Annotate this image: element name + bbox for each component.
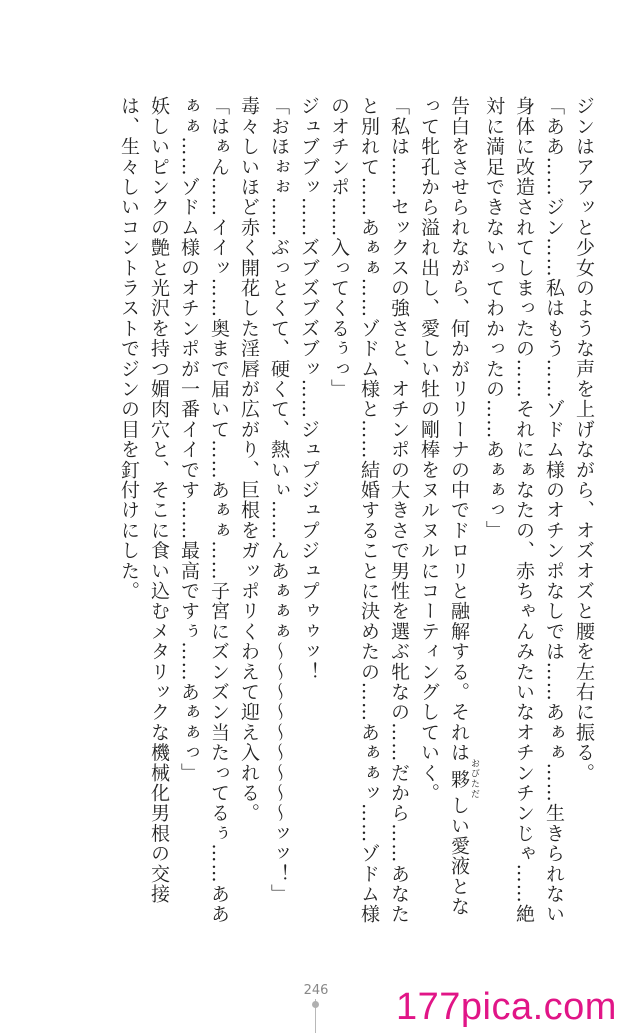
paragraph-9: 妖しいピンクの艶と光沢を持つ媚肉穴と、そこに食い込むメタリックな機械化男根の交接は、生々しいコントラストでジンの目を釘付けにした。 bbox=[118, 96, 170, 904]
paragraph-1: ジンはアアッと少女のような声を上げながら、オズオズと腰を左右に振る。 bbox=[573, 96, 595, 783]
paragraph-8: 「はぁん……イイッ……奥まで届いて……あぁぁ……子宮にズンズン当たってるぅ……ああぁぁ……ゾドム様のオチンポが一番イイです……最高ですぅ……あぁぁっ」 bbox=[178, 96, 230, 925]
furigana-ruby: 夥 おびただ bbox=[448, 758, 479, 800]
page-marker-line bbox=[315, 999, 316, 1033]
vertical-text-body bbox=[31, 96, 599, 926]
paragraph-5: ジュブブッ……ズブズブズブッ……ジュプジュプジュプゥゥッ！ bbox=[298, 96, 320, 682]
furigana-reading: おびただ bbox=[469, 758, 479, 800]
paragraph-7: 毒々しいほど赤く開花した淫唇が広がり、巨根をガッポリくわえて迎え入れる。 bbox=[238, 96, 260, 824]
watermark: 177pica.com bbox=[396, 986, 617, 1028]
page-number: 246 bbox=[303, 983, 329, 998]
paragraph-2: 「ああ……ジン……私はもう……ゾドム様のオチンポなしでは……あぁぁ……生きられない身体に改造されてしまったの……それにぁなたの、赤ちゃんみたいなオチンチンじゃ……絶対に満足できないってわかったの……あぁぁっ」 bbox=[483, 96, 565, 925]
paragraph-4: 「私は……セックスの強さと、オチンポの大きさで男性を選ぶ牝なの……だから……あなたと別れて……あぁぁ……ゾドム様と……結婚することに決めたの……あぁぁッ……ゾドム様のオチンポ……入ってくるぅっ」 bbox=[328, 96, 410, 925]
paragraph-3: 告白をさせられながら、何かがリリーナの中でドロリと融解する。それは夥 おびただしい愛液となって牝孔から溢れ出し、愛しい牡の剛棒をヌルヌルにコーティングしていく。 bbox=[418, 96, 479, 917]
paragraph-6: 「おほぉぉ……ぶっとくて、硬くて、熱いぃ……んあぁぁぁ～～～～～～～～～ッッ！」 bbox=[268, 96, 290, 904]
